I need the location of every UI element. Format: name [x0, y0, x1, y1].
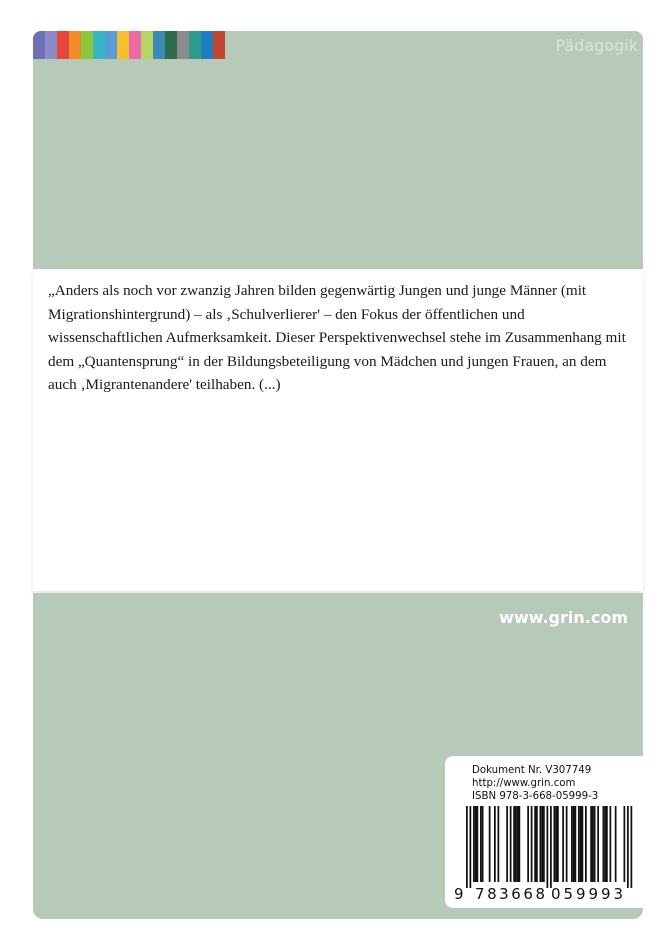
- barcode-bar: [482, 806, 484, 882]
- barcode-bar: [573, 806, 575, 882]
- barcode: [453, 804, 637, 904]
- barcode-bar: [536, 806, 538, 882]
- barcode-bar: [575, 806, 577, 882]
- strip-segment: [57, 31, 69, 59]
- category-label: Pädagogik: [555, 36, 638, 55]
- strip-segment: [81, 31, 93, 59]
- barcode-bar: [498, 806, 500, 882]
- barcode-bar: [515, 806, 517, 882]
- barcode-bar: [606, 806, 608, 882]
- isbn-text: ISBN 978-3-668-05999-3: [472, 791, 599, 802]
- barcode-bar: [513, 806, 515, 882]
- strip-segment: [189, 31, 201, 59]
- barcode-bar: [578, 806, 580, 882]
- barcode-bars: [466, 806, 632, 888]
- barcode-bar: [562, 806, 564, 882]
- barcode-bar: [555, 806, 557, 882]
- barcode-bar: [554, 806, 556, 882]
- barcode-bar: [627, 806, 629, 888]
- barcode-first-digit: 9: [454, 885, 464, 903]
- strip-segment: [213, 31, 225, 59]
- cover-top-panel: [33, 31, 643, 269]
- barcode-bar: [510, 806, 512, 882]
- barcode-graphic: [453, 804, 637, 904]
- barcode-bar: [597, 806, 599, 882]
- barcode-bar: [590, 806, 592, 882]
- strip-segment: [129, 31, 141, 59]
- strip-segment: [45, 31, 57, 59]
- strip-segment: [105, 31, 117, 59]
- barcode-bar: [585, 806, 587, 882]
- barcode-bar: [550, 806, 552, 888]
- barcode-bar: [489, 806, 491, 882]
- barcode-bar: [470, 806, 472, 888]
- barcode-bar: [477, 806, 479, 882]
- barcode-bar: [594, 806, 596, 882]
- barcode-bar: [615, 806, 617, 882]
- color-strip: [33, 31, 225, 59]
- barcode-bar: [543, 806, 545, 882]
- barcode-bar: [527, 806, 529, 882]
- barcode-bar: [571, 806, 573, 882]
- publisher-url: www.grin.com: [499, 608, 628, 627]
- barcode-bar: [473, 806, 475, 882]
- strip-segment: [153, 31, 165, 59]
- barcode-bar: [624, 806, 626, 882]
- barcode-bar: [506, 806, 508, 882]
- barcode-bar: [610, 806, 612, 882]
- barcode-bar: [582, 806, 584, 882]
- strip-segment: [69, 31, 81, 59]
- strip-segment: [117, 31, 129, 59]
- barcode-bar: [475, 806, 477, 882]
- barcode-bar: [603, 806, 605, 882]
- isbn-box: [445, 756, 643, 908]
- barcode-bar: [517, 806, 519, 882]
- barcode-bar: [631, 806, 633, 888]
- barcode-bar: [566, 806, 568, 882]
- barcode-right-group: 059993: [551, 885, 623, 903]
- website-text: http://www.grin.com: [472, 778, 576, 789]
- blurb-text: „Anders als noch vor zwanzig Jahren bilden gegenwärtig Jungen und junge Männer (mit Migrationshintergrund) – als ‚Schulverlierer' – den Fokus der öffentlichen und wissenschaftlichen Aufmerksamkeit. Dieser Perspektivenwechsel stehe im Zusammenhang mit dem „Quantensprung“ in der Bildungsbeteiligung von Mädchen und jungen Frauen, an dem auch ‚Migrantenandere' teilhaben. (...): [48, 282, 626, 393]
- barcode-bar: [541, 806, 543, 882]
- barcode-bar: [534, 806, 536, 882]
- barcode-bar: [547, 806, 549, 888]
- strip-segment: [165, 31, 177, 59]
- barcode-bar: [604, 806, 606, 882]
- strip-segment: [93, 31, 105, 59]
- barcode-left-group: 783668: [475, 885, 545, 903]
- barcode-bar: [519, 806, 521, 882]
- barcode-bar: [580, 806, 582, 882]
- isbn-meta: [472, 764, 598, 803]
- strip-segment: [33, 31, 45, 59]
- barcode-bar: [557, 806, 559, 882]
- barcode-bar: [494, 806, 496, 882]
- blurb-area: [33, 269, 643, 591]
- strip-segment: [201, 31, 213, 59]
- strip-segment: [177, 31, 189, 59]
- barcode-bar: [592, 806, 594, 882]
- strip-segment: [141, 31, 153, 59]
- barcode-bar: [466, 806, 468, 888]
- document-number: Dokument Nr. V307749: [472, 765, 592, 776]
- barcode-bar: [480, 806, 482, 882]
- barcode-bar: [531, 806, 533, 882]
- barcode-bar: [540, 806, 542, 882]
